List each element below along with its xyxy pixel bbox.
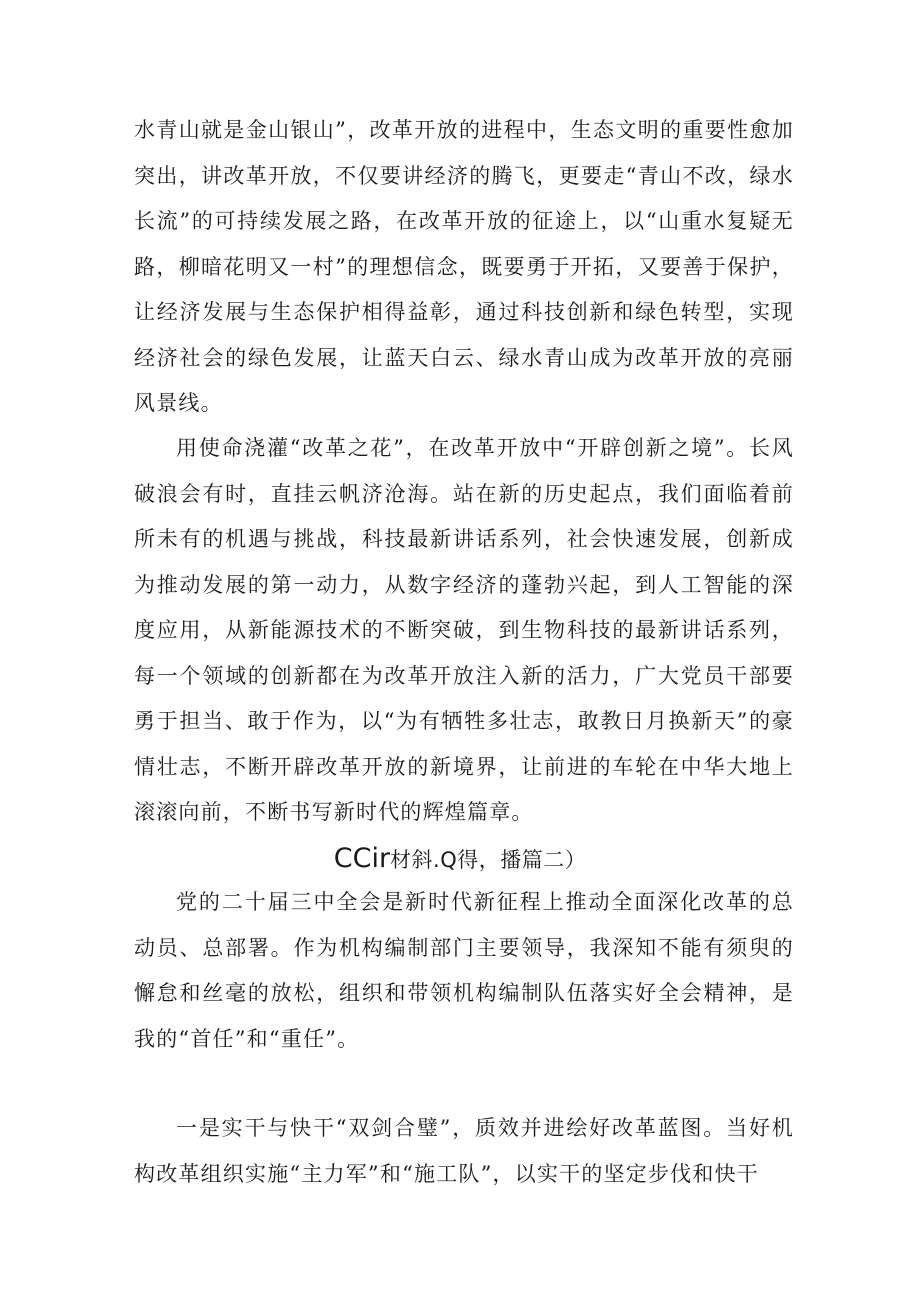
section-heading-latin: CCir [333, 843, 391, 874]
paragraph-innovation: 用使命浇灌“改革之花”，在改革开放中“开辟创新之境”。长风破浪会有时，直挂云帆济沧海。站在新的历史起点，我们面临着前所未有的机遇与挑战，科技最新讲话系列，社会快速发展，创新成为推动发展的第一动力，从数字经济的蓬勃兴起，到人工智能的深度应用，从新能源技术的不断突破，到生物科技的最新讲话系列，每一个领域的创新都在为改革开放注入新的活力，广大党员干部要勇于担当、敢于作为，以“为有牺牲多壮志，敢教日月换新天”的豪情壮志，不断开辟改革开放的新境界，让前进的车轮在中华大地上滚滚向前，不断书写新时代的辉煌篇章。 [134, 436, 794, 824]
section-heading [0, 836, 920, 883]
paragraph-plenary: 党的二十届三中全会是新时代新征程上推动全面深化改革的总动员、总部署。作为机构编制部门主要领导，我深知不能有须臾的懈怠和丝毫的放松，组织和带领机构编制队伍落实好全会精神，是我的“首任”和“重任”。 [134, 890, 794, 1051]
section-heading-text: 材斜.Q得，播篇二） [390, 848, 587, 872]
paragraph-point-one: 一是实干与快干“双剑合璧”，质效并进绘好改革蓝图。当好机构改革组织实施“主力军”和“施工队”，以实干的坚定步伐和快干 [134, 1116, 794, 1186]
paragraph-ecology: 水青山就是金山银山”，改革开放的进程中，生态文明的重要性愈加突出，讲改革开放，不仅要讲经济的腾飞，更要走“青山不改，绿水长流”的可持续发展之路，在改革开放的征途上，以“山重水复疑无路，柳暗花明又一村”的理想信念，既要勇于开拓，又要善于保护，让经济发展与生态保护相得益彰，通过科技创新和绿色转型，实现经济社会的绿色发展，让蓝天白云、绿水青山成为改革开放的亮丽风景线。 [134, 118, 794, 415]
